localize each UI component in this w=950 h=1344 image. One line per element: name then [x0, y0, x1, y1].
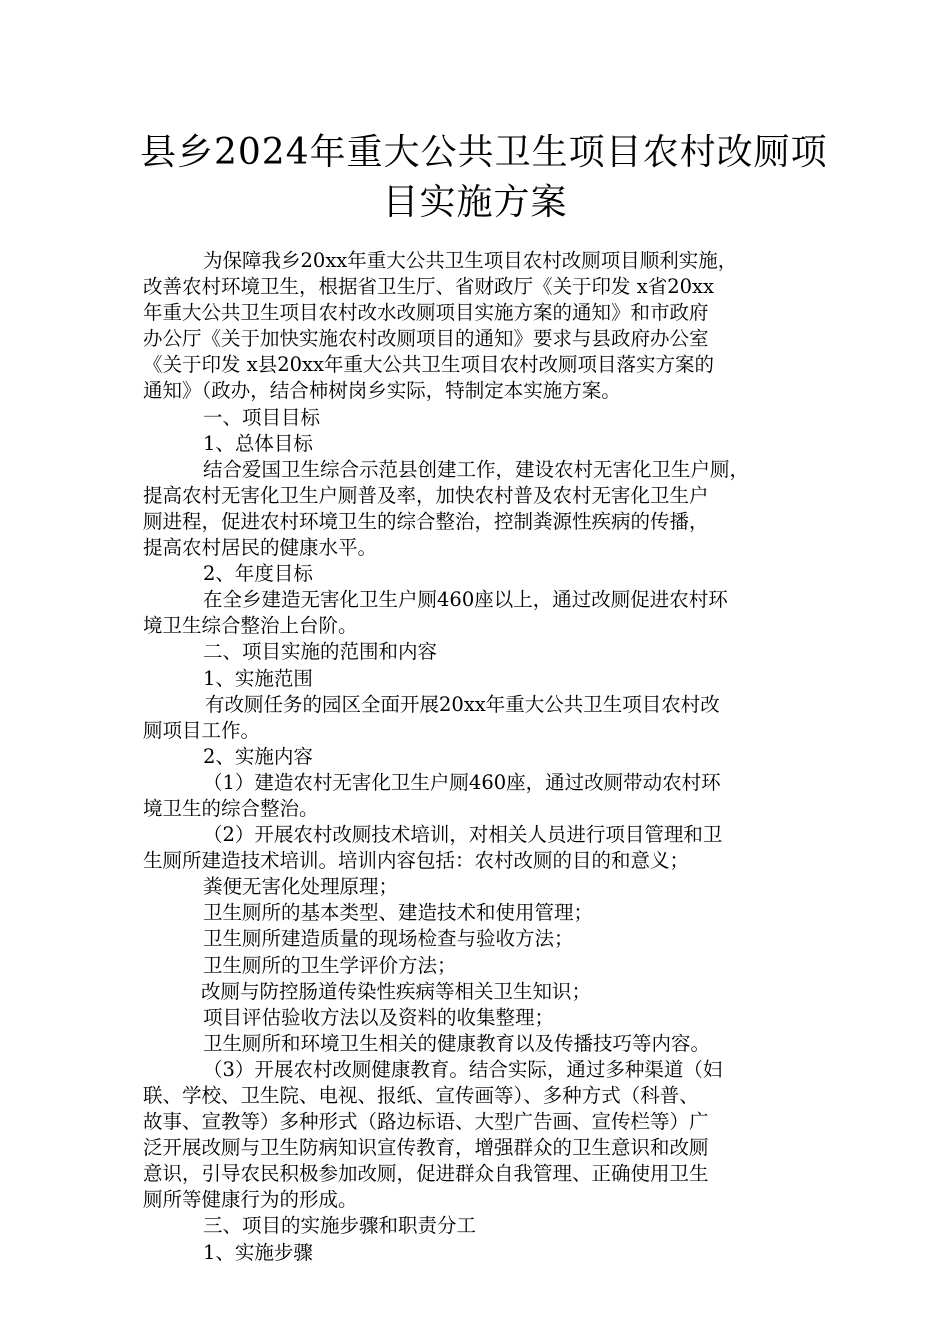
document-title [140, 128, 828, 228]
document-body [143, 248, 807, 1266]
body-line: 为保障我乡20xx年重大公共卫生项目农村改厕项目顺利实施， [203, 249, 738, 272]
body-line: 泛开展改厕与卫生防病知识宣传教育，增强群众的卫生意识和改厕 [143, 1136, 709, 1160]
body-line: 境卫生的综合整治。 [143, 796, 319, 820]
body-line: 提高农村居民的健康水平。 [143, 536, 378, 560]
body-line: 提高农村无害化卫生户厕普及率，加快农村普及农村无害化卫生户 [143, 483, 709, 507]
body-line: 厕所等健康行为的形成。 [143, 1188, 358, 1212]
body-line: 厕进程，促进农村环境卫生的综合整治，控制粪源性疾病的传播， [143, 509, 709, 533]
list-item: 卫生厕所和环境卫生相关的健康教育以及传播技巧等内容。 [203, 1031, 711, 1055]
body-line: （3）开展农村改厕健康教育。结合实际，通过多种渠道（妇 [203, 1057, 723, 1081]
body-line: 有改厕任务的园区全面开展20xx年重大公共卫生项目农村改 [205, 692, 720, 716]
body-line: 在全乡建造无害化卫生户厕460座以上，通过改厕促进农村环 [203, 588, 728, 612]
body-line: 办公厅《关于加快实施农村改厕项目的通知》要求与县政府办公室 [143, 327, 709, 351]
body-line: 改善农村环境卫生，根据省卫生厅、省财政厅《关于印发 x省20xx [143, 275, 715, 299]
list-item: 卫生厕所建造质量的现场检查与验收方法； [203, 927, 574, 951]
body-line: 年重大公共卫生项目农村改水改厕项目实施方案的通知》和市政府 [143, 301, 709, 325]
list-item: 粪便无害化处理原理； [203, 875, 399, 899]
body-line: 《关于印发 x县20xx年重大公共卫生项目农村改厕项目落实方案的 [143, 353, 715, 377]
body-line: 生厕所建造技术培训。培训内容包括：农村改厕的目的和意义； [143, 849, 690, 873]
body-line: （1）建造农村无害化卫生户厕460座，通过改厕带动农村环 [203, 770, 721, 794]
section-heading: 一、项目目标 [203, 405, 321, 429]
subsection-heading: 1、总体目标 [203, 431, 313, 455]
body-line: 意识，引导农民积极参加改厕，促进群众自我管理、正确使用卫生 [143, 1162, 709, 1186]
list-item: 卫生厕所的卫生学评价方法； [203, 953, 457, 977]
title-line-1: 县乡2024年重大公共卫生项目农村改厕项 [140, 132, 828, 173]
body-line: 故事、宣教等）多种形式（路边标语、大型广告画、宣传栏等）广 [143, 1110, 709, 1134]
subsection-heading: 2、年度目标 [203, 562, 313, 586]
subsection-heading: 2、实施内容 [203, 744, 313, 768]
body-line: （2）开展农村改厕技术培训，对相关人员进行项目管理和卫 [203, 823, 723, 847]
title-line-2: 目实施方案 [382, 182, 568, 223]
subsection-heading: 1、实施步骤 [203, 1240, 313, 1264]
subsection-heading: 1、实施范围 [203, 666, 313, 690]
body-line: 联、学校、卫生院、电视、报纸、宣传画等）、多种方式（科普、 [143, 1084, 699, 1107]
body-line: 通知》（政办，结合柿树岗乡实际，特制定本实施方案。 [143, 379, 621, 403]
body-line: 结合爱国卫生综合示范县创建工作，建设农村无害化卫生户厕， [203, 457, 750, 481]
section-heading: 二、项目实施的范围和内容 [203, 640, 438, 664]
section-heading: 三、项目的实施步骤和职责分工 [203, 1214, 477, 1238]
body-line: 境卫生综合整治上台阶。 [143, 614, 358, 638]
list-item: 改厕与防控肠道传染性疾病等相关卫生知识； [201, 979, 592, 1003]
list-item: 卫生厕所的基本类型、建造技术和使用管理； [203, 901, 594, 925]
body-line: 厕项目工作。 [143, 718, 261, 742]
list-item: 项目评估验收方法以及资料的收集整理； [203, 1005, 555, 1029]
